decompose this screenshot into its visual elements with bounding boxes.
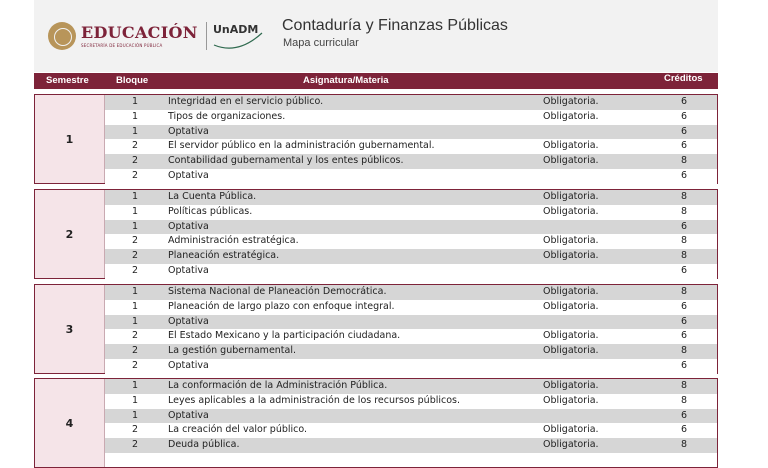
asignatura-cell: Optativa bbox=[168, 360, 209, 371]
bloque-cell: 2 bbox=[132, 330, 139, 342]
asignatura-cell: Optativa bbox=[168, 170, 209, 181]
creditos-cell: 8 bbox=[681, 439, 688, 451]
creditos-cell: 8 bbox=[681, 155, 688, 167]
tipo-cell: Obligatoria. bbox=[543, 155, 599, 167]
curriculum-page bbox=[34, 0, 718, 455]
creditos-cell: 6 bbox=[681, 220, 688, 232]
coat-of-arms-icon bbox=[48, 22, 76, 50]
table-row bbox=[105, 220, 717, 235]
table-row bbox=[105, 300, 717, 315]
creditos-cell: 8 bbox=[681, 205, 688, 217]
bloque-cell: 2 bbox=[132, 265, 139, 276]
tipo-cell: Obligatoria. bbox=[543, 345, 599, 357]
asignatura-cell: El servidor público en la administración gubernamental. bbox=[168, 140, 435, 152]
tipo-cell: Obligatoria. bbox=[543, 191, 599, 202]
creditos-cell: 6 bbox=[681, 125, 688, 137]
table-row bbox=[105, 205, 717, 220]
table-row bbox=[105, 154, 717, 169]
tipo-cell: Obligatoria. bbox=[543, 250, 599, 262]
semester-number: 1 bbox=[35, 95, 105, 183]
table-row bbox=[105, 110, 717, 125]
asignatura-cell: La Cuenta Pública. bbox=[168, 191, 257, 202]
asignatura-cell: La conformación de la Administración Pública. bbox=[168, 380, 388, 391]
asignatura-cell: Planeación estratégica. bbox=[168, 250, 280, 262]
table-row bbox=[105, 249, 717, 264]
bloque-cell: 2 bbox=[132, 235, 139, 247]
tipo-cell: Obligatoria. bbox=[543, 300, 599, 312]
sep-logo-subtext: SECRETARÍA DE EDUCACIÓN PÚBLICA bbox=[81, 43, 163, 48]
bloque-cell: 1 bbox=[132, 380, 139, 391]
table-row bbox=[105, 190, 717, 205]
tipo-cell: Obligatoria. bbox=[543, 110, 599, 122]
bloque-cell: 2 bbox=[132, 155, 139, 167]
bloque-cell: 1 bbox=[132, 409, 139, 421]
table-row bbox=[105, 359, 717, 374]
creditos-cell: 8 bbox=[681, 345, 688, 357]
tipo-cell: Obligatoria. bbox=[543, 394, 599, 406]
table-row bbox=[105, 95, 717, 110]
column-header-creditos: Créditos bbox=[664, 73, 703, 84]
asignatura-cell: La gestión gubernamental. bbox=[168, 345, 297, 357]
unadm-logo bbox=[212, 21, 262, 51]
page-subtitle: Mapa curricular bbox=[283, 37, 359, 49]
table-row bbox=[105, 409, 717, 424]
tipo-cell: Obligatoria. bbox=[543, 96, 599, 107]
bloque-cell: 1 bbox=[132, 191, 139, 202]
asignatura-cell: Sistema Nacional de Planeación Democrática. bbox=[168, 286, 387, 297]
logo-divider bbox=[206, 22, 207, 50]
table-row bbox=[105, 125, 717, 140]
creditos-cell: 6 bbox=[681, 140, 688, 152]
asignatura-cell: La creación del valor público. bbox=[168, 424, 308, 436]
creditos-cell: 8 bbox=[681, 250, 688, 262]
table-row bbox=[105, 139, 717, 154]
table-header bbox=[34, 73, 718, 89]
creditos-cell: 6 bbox=[681, 424, 688, 436]
table-row bbox=[105, 315, 717, 330]
table-row bbox=[105, 234, 717, 249]
unadm-logo-text: UnADM bbox=[213, 23, 259, 36]
bloque-cell: 1 bbox=[132, 205, 139, 217]
creditos-cell: 6 bbox=[681, 300, 688, 312]
bloque-cell: 1 bbox=[132, 220, 139, 232]
table-row bbox=[105, 379, 717, 394]
table-row bbox=[105, 438, 717, 453]
creditos-cell: 6 bbox=[681, 110, 688, 122]
creditos-cell: 6 bbox=[681, 96, 688, 107]
table-row bbox=[105, 423, 717, 438]
bloque-cell: 1 bbox=[132, 96, 139, 107]
semester-block bbox=[34, 189, 718, 279]
asignatura-cell: Planeación de largo plazo con enfoque integral. bbox=[168, 300, 395, 312]
bloque-cell: 1 bbox=[132, 394, 139, 406]
asignatura-cell: Contabilidad gubernamental y los entes públicos. bbox=[168, 155, 404, 167]
asignatura-cell: Leyes aplicables a la administración de los recursos públicos. bbox=[168, 394, 461, 406]
tipo-cell: Obligatoria. bbox=[543, 424, 599, 436]
semester-block bbox=[34, 284, 718, 374]
semester-number: 4 bbox=[35, 379, 105, 467]
bloque-cell: 2 bbox=[132, 345, 139, 357]
asignatura-cell: Optativa bbox=[168, 265, 209, 276]
table-row bbox=[105, 394, 717, 409]
tipo-cell: Obligatoria. bbox=[543, 286, 599, 297]
creditos-cell: 8 bbox=[681, 191, 688, 202]
bloque-cell: 1 bbox=[132, 110, 139, 122]
asignatura-cell: Optativa bbox=[168, 125, 209, 137]
creditos-cell: 6 bbox=[681, 265, 688, 276]
tipo-cell: Obligatoria. bbox=[543, 235, 599, 247]
table-row bbox=[105, 169, 717, 184]
tipo-cell: Obligatoria. bbox=[543, 380, 599, 391]
bloque-cell: 2 bbox=[132, 439, 139, 451]
column-header-asignatura: Asignatura/Materia bbox=[303, 75, 389, 86]
table-row bbox=[105, 344, 717, 359]
table-row bbox=[105, 285, 717, 300]
bloque-cell: 2 bbox=[132, 140, 139, 152]
asignatura-cell: Deuda pública. bbox=[168, 439, 240, 451]
table-row bbox=[105, 264, 717, 279]
tipo-cell: Obligatoria. bbox=[543, 439, 599, 451]
creditos-cell: 8 bbox=[681, 235, 688, 247]
creditos-cell: 6 bbox=[681, 330, 688, 342]
bloque-cell: 1 bbox=[132, 286, 139, 297]
asignatura-cell: Tipos de organizaciones. bbox=[168, 110, 286, 122]
semester-number: 2 bbox=[35, 190, 105, 278]
creditos-cell: 8 bbox=[681, 394, 688, 406]
creditos-cell: 6 bbox=[681, 360, 688, 371]
asignatura-cell: Optativa bbox=[168, 220, 209, 232]
creditos-cell: 8 bbox=[681, 286, 688, 297]
asignatura-cell: El Estado Mexicano y la participación ciudadana. bbox=[168, 330, 401, 342]
asignatura-cell: Políticas públicas. bbox=[168, 205, 253, 217]
creditos-cell: 6 bbox=[681, 315, 688, 327]
creditos-cell: 6 bbox=[681, 170, 688, 181]
column-header-bloque: Bloque bbox=[116, 75, 149, 86]
table-row bbox=[105, 329, 717, 344]
bloque-cell: 2 bbox=[132, 250, 139, 262]
page-header bbox=[34, 0, 718, 72]
tipo-cell: Obligatoria. bbox=[543, 140, 599, 152]
semester-block bbox=[34, 94, 718, 184]
asignatura-cell: Integridad en el servicio público. bbox=[168, 96, 324, 107]
bloque-cell: 2 bbox=[132, 170, 139, 181]
asignatura-cell: Optativa bbox=[168, 409, 209, 421]
sep-logo-text: EDUCACIÓN bbox=[81, 23, 198, 42]
sep-logo bbox=[48, 21, 198, 51]
column-header-semestre: Semestre bbox=[46, 75, 89, 86]
bloque-cell: 2 bbox=[132, 360, 139, 371]
creditos-cell: 8 bbox=[681, 380, 688, 391]
bloque-cell: 2 bbox=[132, 424, 139, 436]
tipo-cell: Obligatoria. bbox=[543, 205, 599, 217]
creditos-cell: 6 bbox=[681, 409, 688, 421]
tipo-cell: Obligatoria. bbox=[543, 330, 599, 342]
page-title: Contaduría y Finanzas Públicas bbox=[282, 17, 508, 34]
bloque-cell: 1 bbox=[132, 125, 139, 137]
asignatura-cell: Optativa bbox=[168, 315, 209, 327]
semester-number: 3 bbox=[35, 285, 105, 373]
asignatura-cell: Administración estratégica. bbox=[168, 235, 299, 247]
bloque-cell: 1 bbox=[132, 300, 139, 312]
bloque-cell: 1 bbox=[132, 315, 139, 327]
